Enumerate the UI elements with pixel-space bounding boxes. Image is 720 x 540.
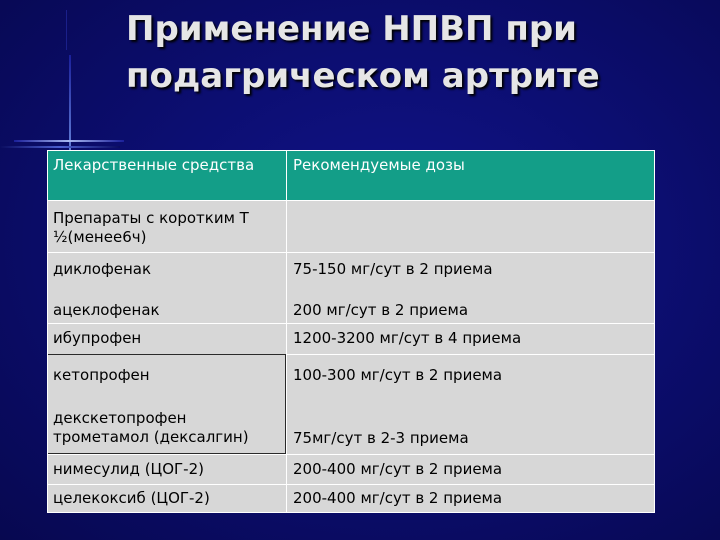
header-doses: Рекомендуемые дозы xyxy=(293,156,465,174)
dose-cell: 100-300 мг/сут в 2 приема xyxy=(293,366,503,384)
drug-cell: Препараты с коротким Т ½(менее6ч) xyxy=(53,209,249,246)
dose-cell: 75-150 мг/сут в 2 приема xyxy=(293,260,493,278)
slide-title-line-2: подагрическом артрите xyxy=(126,56,600,96)
dose-cell: 1200-3200 мг/сут в 4 приема xyxy=(293,329,522,347)
drug-cell: кетопрофен xyxy=(53,366,150,384)
drug-cell: декскетопрофен трометамол (дексалгин) xyxy=(53,409,249,446)
drug-cell: ибупрофен xyxy=(53,329,142,347)
decorative-horizontal-line-2 xyxy=(0,146,120,148)
slide-title-line-1: Применение НПВП при xyxy=(126,9,577,49)
decorative-horizontal-line xyxy=(14,140,124,142)
dose-cell: 200-400 мг/сут в 2 приема xyxy=(293,460,503,478)
drug-cell: целекоксиб (ЦОГ-2) xyxy=(53,489,210,507)
decorative-vertical-line-2 xyxy=(66,10,67,50)
drug-cell: нимесулид (ЦОГ-2) xyxy=(53,460,204,478)
header-drugs: Лекарственные средства xyxy=(53,156,255,174)
drug-cell: ацеклофенак xyxy=(53,301,160,319)
dosage-table xyxy=(47,150,655,513)
slide-title xyxy=(126,6,706,100)
table-outline xyxy=(47,150,655,513)
decorative-vertical-line xyxy=(69,55,71,165)
dose-cell: 200 мг/сут в 2 приема xyxy=(293,301,469,319)
drug-cell: диклофенак xyxy=(53,260,152,278)
dose-cell: 75мг/сут в 2-3 приема xyxy=(293,429,469,447)
dose-cell: 200-400 мг/сут в 2 приема xyxy=(293,489,503,507)
